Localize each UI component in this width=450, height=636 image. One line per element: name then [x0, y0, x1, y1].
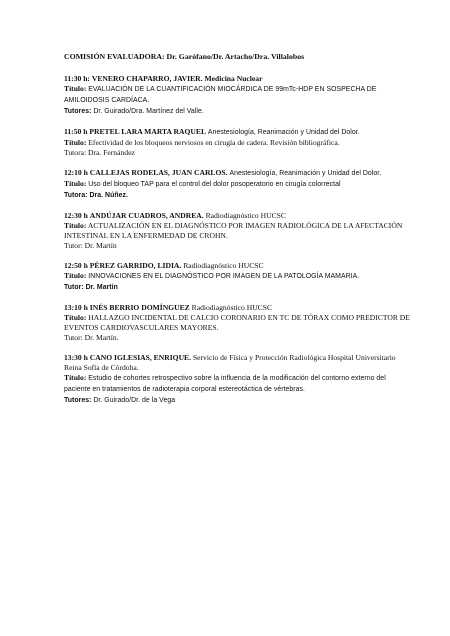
entry-time: 13:30 h	[64, 353, 88, 362]
entry-tutor-line	[64, 106, 410, 117]
entry-presenter: CALLEJAS RODELAS, JUAN CARLOS.	[89, 168, 228, 177]
entry-title-line	[64, 138, 410, 148]
entry-tutor-line	[64, 241, 410, 251]
entry-header	[64, 353, 410, 373]
entry-header	[64, 168, 410, 179]
entry-time: 13:10 h	[64, 303, 88, 312]
entry-title: INNOVACIONES EN EL DIAGNÓSTICO POR IMAGEN DE LA PATOLOGÍA MAMARIA.	[88, 273, 360, 280]
committee-heading: COMISIÓN EVALUADORA: Dr. Garófano/Dr. Artacho/Dra. Villalobos	[64, 52, 305, 61]
schedule-entry	[64, 74, 410, 117]
entry-title: ACTUALIZACIÓN EN EL DIAGNÓSTICO POR IMAGEN RADIOLÓGICA DE LA AFECTACIÓN INTESTINAL EN LA ENFERMEDAD DE CROHN.	[64, 221, 403, 240]
entry-department: Radiodiagnóstico HUCSC	[191, 303, 273, 312]
entry-title: EVALUACIÓN DE LA CUANTIFICACIÓN MIOCÁRDICA DE 99mTc-HDP EN SOSPECHA DE AMILOIDOSIS CARDÍACA.	[64, 86, 377, 104]
entry-title-line	[64, 221, 410, 241]
entry-time: 12:50 h	[64, 261, 88, 270]
entry-title-line	[64, 271, 410, 282]
entry-tutor-label: Tutores:	[64, 397, 92, 404]
entry-department: Radiodiagnóstico HUCSC	[183, 261, 264, 270]
entry-tutor-label: Tutora:	[64, 148, 87, 157]
entry-title-label: Título:	[64, 373, 87, 382]
entry-time: 11:50 h	[64, 127, 88, 136]
schedule-entry	[64, 303, 410, 343]
entry-tutor-line	[64, 282, 410, 293]
entry-tutor-label: Tutor:	[64, 241, 83, 250]
entry-header	[64, 127, 410, 138]
schedule-entry	[64, 127, 410, 158]
entry-tutor-label: Tutores:	[64, 108, 92, 115]
entry-tutor-label: Tutor:	[64, 284, 84, 291]
entry-title-line	[64, 84, 410, 106]
entry-title-label: Título:	[64, 271, 87, 280]
entry-presenter: PRETEL LARA MARTA RAQUEL	[89, 127, 207, 136]
entry-tutor: Dr. Martín.	[84, 333, 119, 342]
schedule-entry	[64, 211, 410, 251]
entry-title: HALLAZGO INCIDENTAL DE CALCIO CORONARIO EN TC DE TÓRAX COMO PREDICTOR DE EVENTOS CARDIOVASCULARES MAYORES.	[64, 313, 410, 332]
entry-department: Servicio de Física y Protección Radiológica Hospital Universitario Reina Sofía de Córdoba.	[64, 353, 396, 372]
entry-tutor-label: Tutor:	[64, 333, 83, 342]
schedule-entry	[64, 168, 410, 201]
entry-tutor: Dra. Núñez.	[89, 192, 128, 199]
entry-department: Anestesiología, Reanimación y Unidad del Dolor.	[207, 129, 360, 136]
entry-title: Efectividad de los bloqueos nerviosos en cirugía de cadera. Revisión bibliográfica.	[88, 138, 340, 147]
entry-tutor: Dr. Guirado/Dr. de la Vega	[93, 397, 176, 404]
entry-title-line	[64, 313, 410, 333]
entry-time: 12:30 h	[64, 211, 88, 220]
entry-department: Anestesiología, Reanimación y Unidad del Dolor.	[229, 170, 382, 177]
entry-tutor: Dr. Guirado/Dra. Martínez del Valle.	[93, 108, 204, 115]
entry-presenter: ANDÚJAR CUADROS, ANDREA.	[89, 211, 204, 220]
entry-department: Medicina Nuclear	[204, 74, 263, 83]
entry-tutor-label: Tutora:	[64, 192, 88, 199]
entry-title-label: Título:	[64, 84, 87, 93]
entry-presenter: PÉREZ GARRIDO, LIDIA.	[89, 261, 182, 270]
entry-title: Uso del bloqueo TAP para el control del dolor posoperatorio en cirugía colorrectal	[88, 181, 341, 188]
schedule-entry	[64, 353, 410, 406]
entry-tutor-line	[64, 333, 410, 343]
entry-header	[64, 211, 410, 221]
entry-time: 12:10 h	[64, 168, 88, 177]
entry-title-label: Título:	[64, 313, 87, 322]
entry-title-label: Título:	[64, 221, 87, 230]
entry-tutor-line	[64, 148, 410, 158]
entry-title-line	[64, 179, 410, 190]
entry-title-label: Título:	[64, 179, 87, 188]
entry-presenter: INÉS BERRIO DOMÍNGUEZ	[89, 303, 190, 312]
schedule-entry	[64, 261, 410, 293]
entry-title-line	[64, 373, 410, 395]
entry-presenter: CANO IGLESIAS, ENRIQUE.	[89, 353, 192, 362]
entry-tutor-line	[64, 395, 410, 406]
entry-tutor: Dr. Martín	[84, 241, 117, 250]
entry-tutor: Dra. Fernández	[88, 148, 135, 157]
entry-time: 11:30 h:	[64, 74, 90, 83]
entry-presenter: VENERO CHAPARRO, JAVIER.	[91, 74, 203, 83]
entry-title-label: Título:	[64, 138, 87, 147]
entry-department: Radiodiagnóstico HUCSC	[205, 211, 286, 220]
entry-tutor: Dr. Martín	[85, 284, 118, 291]
entry-title: Estudio de cohortes retrospectivo sobre la influencia de la modificación del contorno externo del paciente en tratamientos de radioterapia corporal estereotáctica de vértebras.	[64, 375, 386, 393]
entry-header	[64, 303, 410, 313]
entry-header	[64, 74, 410, 84]
entry-tutor-line	[64, 190, 410, 201]
entry-header	[64, 261, 410, 271]
